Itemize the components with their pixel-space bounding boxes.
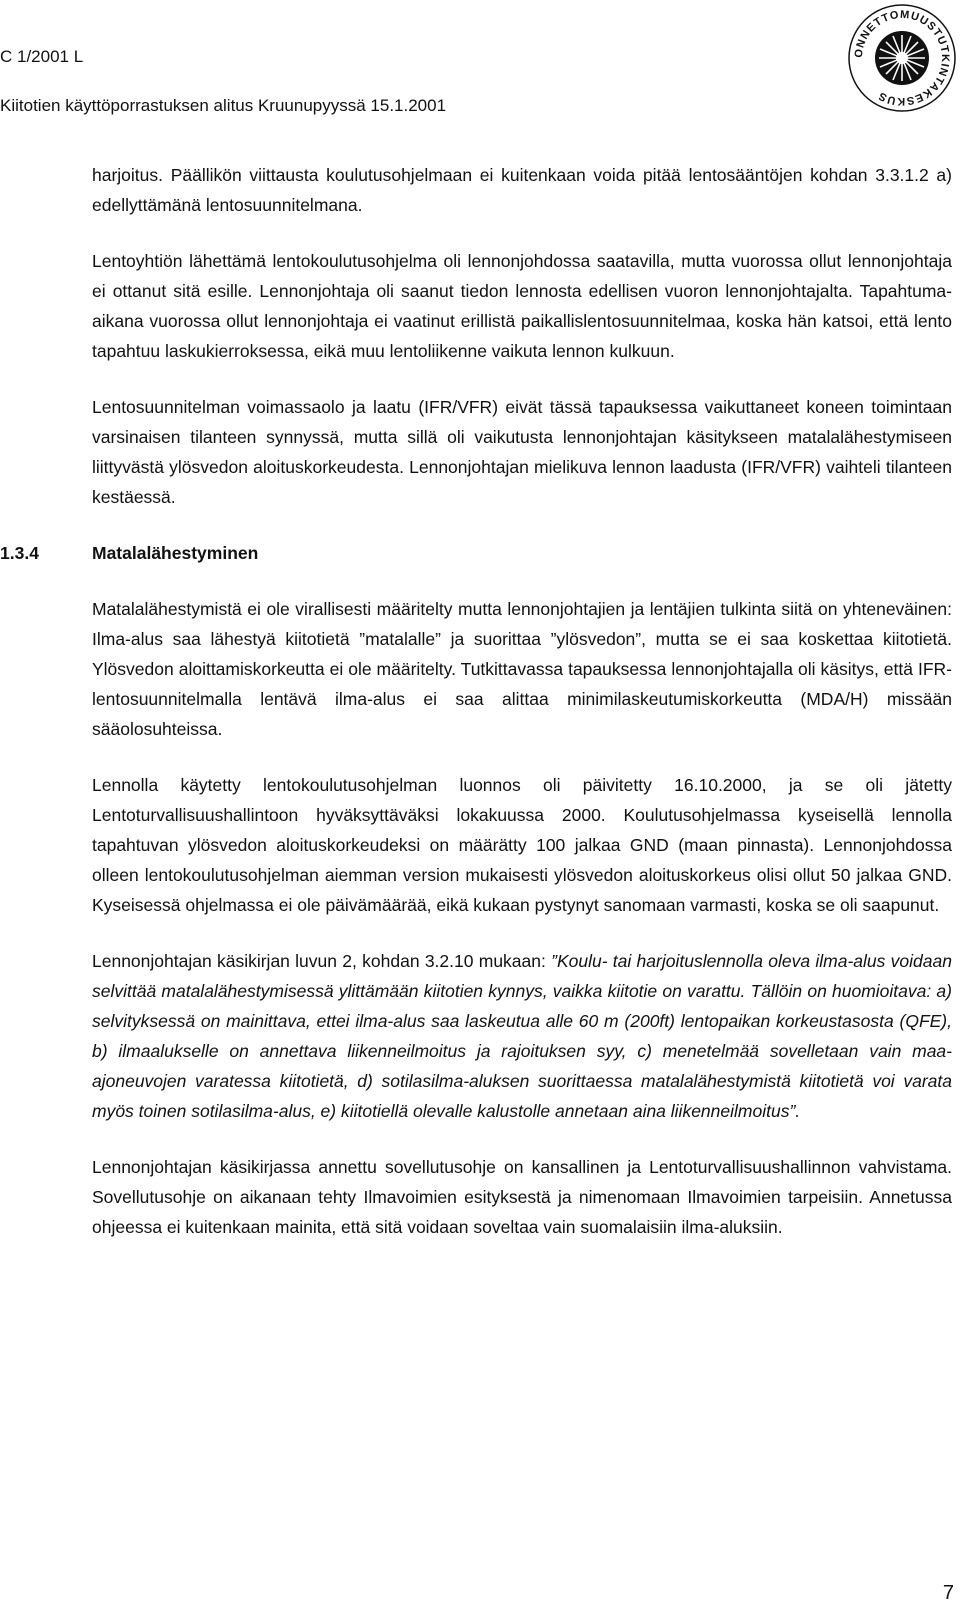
organization-seal-logo	[846, 2, 958, 114]
paragraph	[92, 946, 952, 1126]
quote-intro: Lennonjohtajan käsikirjan luvun 2, kohdan 3.2.10 mukaan:	[92, 951, 552, 971]
svg-text:ONNETTOMUUSTUTKINTAKESKUS: ONNETTOMUUSTUTKINTAKESKUS	[852, 8, 952, 108]
section-number: 1.3.4	[0, 543, 39, 563]
page-number: 7	[942, 1582, 954, 1604]
section-heading	[0, 538, 952, 568]
handbook-quote: ”Koulu- tai harjoituslennolla oleva ilma-alus voidaan selvittää matalalähestymisessä ylittämään kiitotien kynnys, vaikka kiitotie on varattu. Tällöin on huomioitava: a) selvityksessä on mainittava, ettei ilma-alus saa laskeutua alle 60 m (200ft) lentopaikan korkeustasosta (QFE), b) ilmaalukselle on annettava liikenneilmoitus ja rajoituksen syy, c) menetelmää sovelletaan vain maa-ajoneuvojen varatessa kiitotietä, d) sotilasilma-aluksen suorittaessa matalalähestymistä kiitotietä voi varata myös toinen sotilasilma-alus, e) kiitotiellä olevalle kalustolle annetaan aina liikenneilmoitus”.	[92, 951, 952, 1121]
paragraph: Lennolla käytetty lentokoulutusohjelman luonnos oli päivitetty 16.10.2000, ja se oli jätetty Lentoturvallisuushallintoon hyväksyttäväksi lokakuussa 2000. Koulutusohjelmassa kyseisellä lennolla tapahtuvan ylösvedon aloituskorkeudeksi on määrätty 100 jalkaa GND (maan pinnasta). Lennonjohdossa olleen lentokoulutusohjelman aiemman version mukaisesti ylösvedon aloituskorkeus olisi ollut 50 jalkaa GND. Kyseisessä ohjelmassa ei ole päivämäärää, eikä kukaan pystynyt sanomaan varmasti, koska se oli saapunut.	[92, 775, 952, 915]
section-title: Matalalähestyminen	[92, 543, 259, 563]
page-header	[0, 46, 446, 144]
document-id: C 1/2001 L	[0, 47, 84, 66]
paragraph: Matalalähestymistä ei ole virallisesti määritelty mutta lennonjohtajien ja lentäjien tulkinta siitä on yhteneväinen: Ilma-alus saa lähestyä kiitotietä ”matalalle” ja suorittaa ”ylösvedon”, mutta se ei saa koskettaa kiitotietä. Ylösvedon aloittamiskorkeutta ei ole määritelty. Tutkittavassa tapauksessa lennonjohtajalla oli käsitys, että IFR-lentosuunnitelmalla lentävä ilma-alus ei saa alittaa minimilaskeutumiskorkeutta (MDA/H) missään sääolosuhteissa.	[92, 599, 952, 739]
document-subtitle: Kiitotien käyttöporrastuksen alitus Kruunupyyssä 15.1.2001	[0, 96, 447, 115]
main-content	[0, 160, 952, 1268]
paragraph: harjoitus. Päällikön viittausta koulutusohjelmaan ei kuitenkaan voida pitää lentosääntöjen kohdan 3.3.1.2 a) edellyttämänä lentosuunnitelmana.	[92, 165, 952, 215]
paragraph: Lentosuunnitelman voimassaolo ja laatu (IFR/VFR) eivät tässä tapauksessa vaikuttaneet koneen toimintaan varsinaisen tilanteen synnyssä, mutta sillä oli vaikutusta lennonjohtajan käsitykseen matalalähestymiseen liittyvästä ylösvedon aloituskorkeudesta. Lennonjohtajan mielikuva lennon laadusta (IFR/VFR) vaihteli tilanteen kestäessä.	[92, 397, 952, 507]
paragraph: Lentoyhtiön lähettämä lentokoulutusohjelma oli lennonjohdossa saatavilla, mutta vuorossa ollut lennonjohtaja ei ottanut sitä esille. Lennonjohtaja oli saanut tiedon lennosta edellisen vuoron lennonjohtajalta. Tapahtuma-aikana vuorossa ollut lennonjohtaja ei vaatinut erillistä paikallislentosuunnitelmaa, koska hän katsoi, että lento tapahtuu laskukierroksessa, eikä muu lentoliikenne vaikuta lennon kulkuun.	[92, 251, 952, 361]
paragraph: Lennonjohtajan käsikirjassa annettu sovellutusohje on kansallinen ja Lentoturvallisuushallinnon vahvistama. Sovellutusohje on aikanaan tehty Ilmavoimien esityksestä ja nimenomaan Ilmavoimien tarpeisiin. Annetussa ohjeessa ei kuitenkaan mainita, että sitä voidaan soveltaa vain suomalaisiin ilma-aluksiin.	[92, 1157, 952, 1237]
